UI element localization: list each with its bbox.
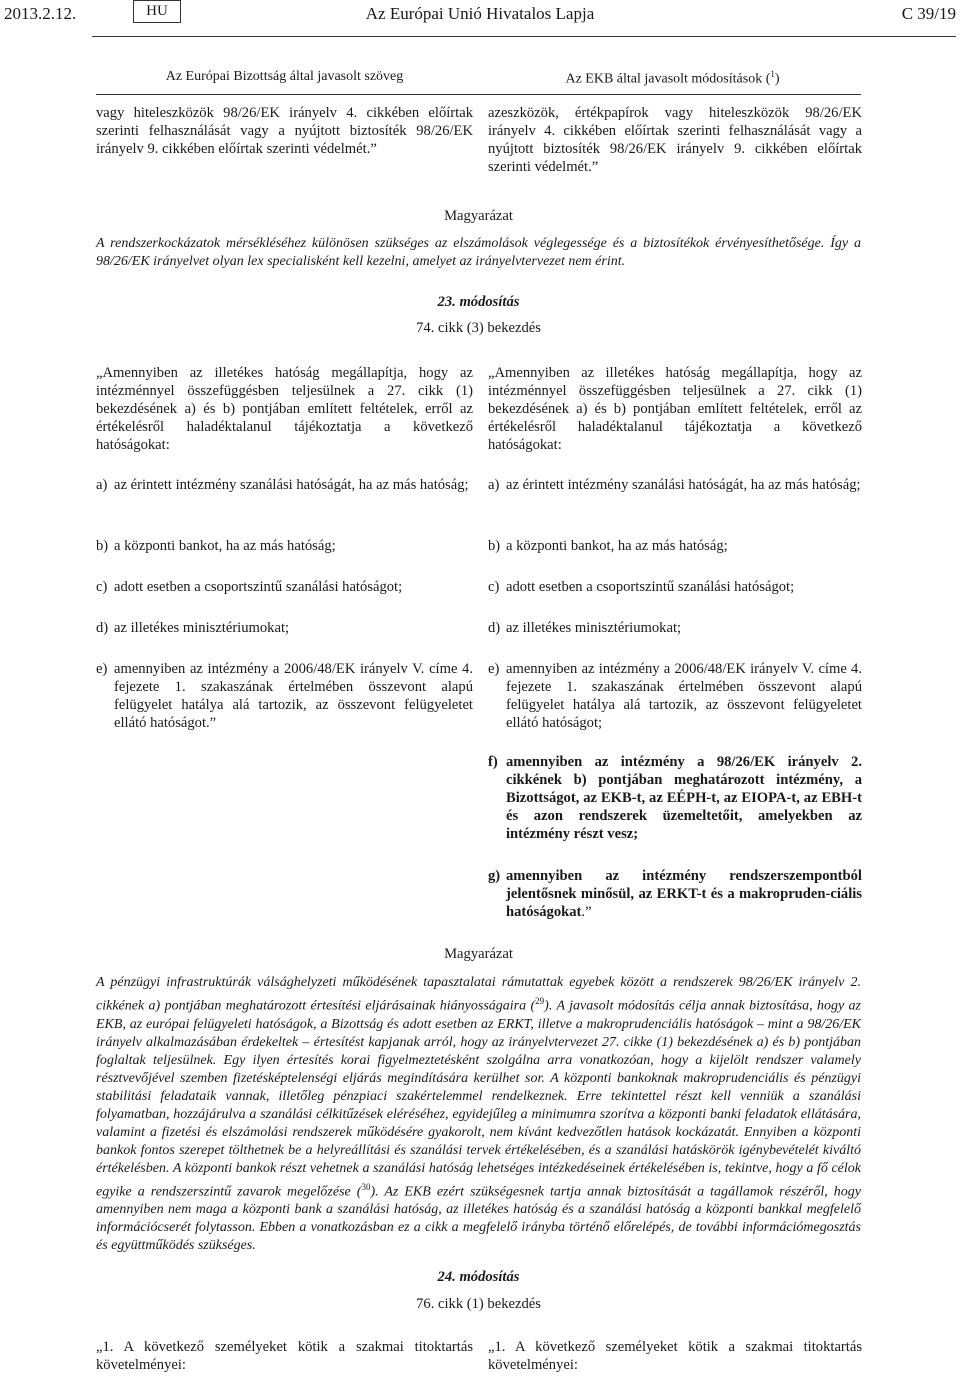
language-badge: HU [133,0,181,23]
column-title-rule [96,94,861,95]
list-item: e) amennyiben az intézmény a 2006/48/EK irányelv V. címe 4. fejezete 1. szakaszának értelmében összevont alapú felügyelet hatálya alá tartozik, az összevont felügyeletet ellátó hatóságot.” [96,661,473,731]
list-item: b) a központi bankot, ha az más hatóság; [96,538,336,554]
right-text-24: „1. A következő személyeket kötik a szakmai titoktartás követelményei: [488,1339,862,1373]
list-item: c) adott esetben a csoportszintű szanálási hatóságot; [488,579,795,595]
right-text-block1: azeszközök, értékpapírok vagy hiteleszközök 98/26/EK irányelv 4. cikkében előírtak szerinti felhasználását vagy a nyújtott biztosíték 98/26/EK irányelv 9. cikkében előírtak szerinti védelmét.” [488,105,862,175]
explanation-title-1: Magyarázat [444,208,513,224]
left-intro-23: „Amennyiben az illetékes hatóság megállapítja, hogy az intézménnyel összefüggésben teljesülnek a 27. cikk (1) bekezdésének a) és b) pontjában említett feltételek, erről az értékelésről haladéktalanul tájékoztatja a következő hatóságokat: [96,365,473,453]
footnote-ref[interactable]: 1 [770,69,775,79]
explanation-title-2: Magyarázat [444,946,513,962]
amendment-23-subtitle: 74. cikk (3) bekezdés [416,320,541,336]
right-column-title: Az EKB által javasolt módosítások ($^1$) [565,69,780,87]
list-item: d) az illetékes minisztériumokat; [96,620,290,636]
list-item-added-f: f) amennyiben az intézmény a 98/26/EK irányelv 2. cikkének b) pontjában meghatározott intézmény, a Bizottságot, az EKB-t, az EÉPH-t, az EIOPA-t, az EBH-t és azon rendszerek üzemeltetőit, amelyekben az intézmény részt vesz; [488,754,862,842]
list-item: d) az illetékes minisztériumokat; [488,620,682,636]
explanation-text-2: A pénzügyi infrastruktúrák válsághelyzeti működésének tapasztalatai rámutattak egyebek között a rendszerek 98/26/EK irányelv 2. cikkének a) pontjában meghatározott értesítési eljárásainak hiányosságaira ($^{29}$). A javasolt módosítás célja annak biztosítása, hogy az EKB, az európai felügyeleti hatóságok, a Bizottság és adott esetben az ERKT, illetve a makroprudenciális hatóságok – mint a 98/26/EK irányelv alkalmazásában érdekeltek – értesítést kapjanak arról, hogy az irányelvtervezet 27. cikke (1) bekezdésének a) és b) pontjában foglaltak teljesülnek. Egy ilyen értesítés korai figyelmeztetésként szolgálna arra vonatkozóan, hogy a kijelölt rendszer valamely résztvevőjével szemben fizetésképtelenségi eljárás megindítására kerülhet sor. A központi bankoknak makroprudenciális és pénzügyi stabilitási feladataik vannak, illetőleg pénzpiaci szakértelemmel rendelkeznek. Erre tekintettel részt kell venniük a szanálási folyamatban, hozzájárulva a szanálási célkitűzések eléréséhez, egyidejűleg a minimumra szorítva a központi banki feladatok ellátására, valamint a fizetési és elszámolási rendszerek működésére gyakorolt, nem kívánt kedvezőtlen hatások kockázatát. Ennyiben a központi bankok fontos szerepet tölthetnek be a helyreállítási és szanálási tervek értékelésében, és a szanálási hatáskörök igénybevételét kiváltó értékelésben. A központi bankok részt vehetnek a szanálási hatóság lehetséges intézkedéseinek értékelésében is, tekintve, hogy a fő célok egyike a rendszerszintű zavarok megelőzése ($^{30}$). Az EKB ezért szükségesnek tartja annak biztosítását a tagállamok részéről, hogy amennyiben nem maga a központi bank a szanálási hatóság, az illetékes hatóság és a szanálási hatóság a központi bankkal megfelelő információcserét folytasson. Ebben a vonatkozásban ez a cikk a megfelelő irányba történő előrelépés, de további információmegosztás és együttműködés szükséges. [96,975,862,1254]
footnote-ref[interactable]: 29 [535,996,545,1006]
left-column-title: Az Európai Bizottság által javasolt szöveg [165,69,404,84]
list-item: c) adott esetben a csoportszintű szanálási hatóságot; [96,579,403,595]
left-text-block1: vagy hiteleszközök 98/26/EK irányelv 4. cikkében előírtak szerinti felhasználását vagy a nyújtott biztosíték 98/26/EK irányelv 9. cikkében előírtak szerinti védelmét.” [96,105,473,157]
list-item: e) amennyiben az intézmény a 2006/48/EK irányelv V. címe 4. fejezete 1. szakaszának értelmében összevont alapú felügyelet hatálya alá tartozik, az összevont felügyeletet ellátó hatóságot; [488,661,862,731]
footnote-ref[interactable]: 30 [361,1181,371,1192]
amendment-24-title: 24. módosítás [437,1269,520,1285]
explanation-text-1: A rendszerkockázatok mérsékléséhez különösen szükséges az elszámolások véglegessége és a biztosítékok érvényesíthetősége. Így a 98/26/EK irányelvet olyan lex specialisként kell kezelni, amelyet az irányelvtervezet nem érint. [96,236,861,269]
amendment-23-title: 23. módosítás [437,294,520,310]
amendment-24-subtitle: 76. cikk (1) bekezdés [416,1296,541,1312]
list-item: a) az érintett intézmény szanálási hatóságát, ha az más hatóság; [96,477,469,493]
journal-title: Az Európai Unió Hivatalos Lapja [365,4,595,23]
list-item: b) a központi bankot, ha az más hatóság; [488,538,728,554]
left-text-24: „1. A következő személyeket kötik a szakmai titoktartás követelményei: [96,1339,473,1373]
header-rule [92,36,956,37]
page-reference: C 39/19 [901,4,956,23]
list-item: a) az érintett intézmény szanálási hatóságát, ha az más hatóság; [488,477,861,493]
right-intro-23: „Amennyiben az illetékes hatóság megállapítja, hogy az intézménnyel összefüggésben teljesülnek a 27. cikk (1) bekezdésének a) és b) pontjában említett feltételek, erről az értékelésről haladéktalanul tájékoztatja a következő hatóságokat: [488,365,862,453]
list-item-added-g: g) amennyiben az intézmény rendszerszempontból jelentősnek minősül, az ERKT-t és a makropruden-ciális hatóságokat.” [488,868,862,920]
publication-date: 2013.2.12. [4,4,77,23]
journal-header [0,0,960,30]
